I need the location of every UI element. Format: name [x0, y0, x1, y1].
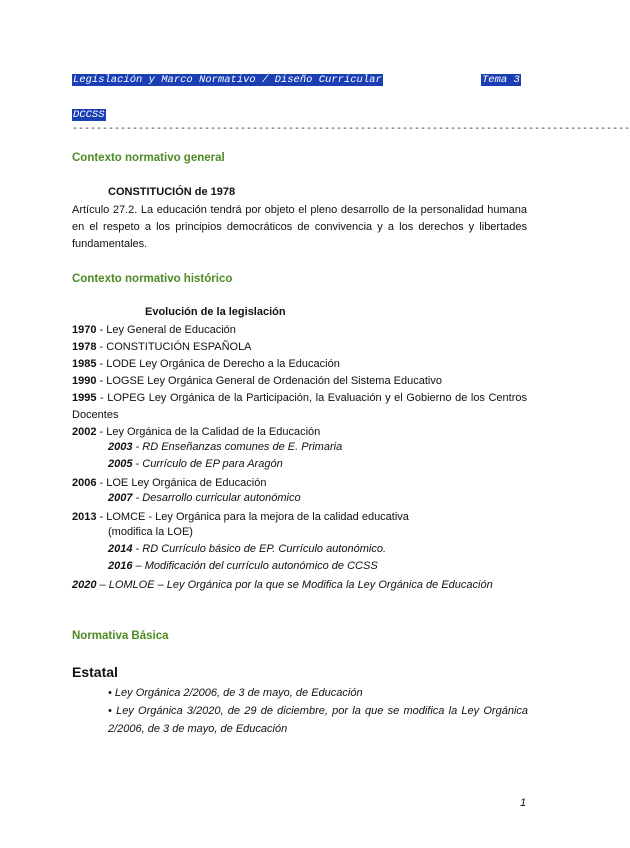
constitution-title: CONSTITUCIÓN de 1978 — [108, 186, 236, 198]
history-entry: 1970 - Ley General de Educación — [72, 324, 236, 336]
header-title: Legislación y Marco Normativo / Diseño Curricular — [73, 74, 382, 86]
history-subentry: 2007 - Desarrollo curricular autonómico — [108, 492, 301, 504]
history-entry: 1995 - LOPEG Ley Orgánica de la Participación, la Evaluación y el Gobierno de los Centros Docentes — [72, 392, 527, 421]
history-entry: 2006 - LOE Ley Orgánica de Educación — [72, 477, 267, 489]
header-divider: --------------------------------------------------------------------------------------------- — [72, 124, 630, 135]
history-subentry: 2005 - Currículo de EP para Aragón — [108, 458, 283, 470]
list-item: • Ley Orgánica 3/2020, de 29 de diciembre, por la que se modifica la Ley Orgánica 2/2006, de 3 de mayo, de Educación — [108, 705, 528, 735]
history-entry: 1990 - LOGSE Ley Orgánica General de Ordenación del Sistema Educativo — [72, 375, 442, 387]
section-heading-historic: Contexto normativo histórico — [72, 273, 233, 285]
history-subentry: 2014 - RD Currículo básico de EP. Currículo autonómico. — [108, 543, 386, 555]
running-header — [72, 74, 532, 88]
history-subentry: 2003 - RD Enseñanzas comunes de E. Primaria — [108, 441, 343, 453]
history-entry: 2002 - Ley Orgánica de la Calidad de la Educación — [72, 426, 321, 438]
header-tema: Tema 3 — [482, 74, 520, 86]
history-subentry: 2016 – Modificación del currículo autonómico de CCSS — [108, 560, 378, 572]
header-subject: DCCSS — [73, 109, 105, 121]
estatal-heading: Estatal — [72, 664, 118, 680]
history-entry: 1985 - LODE Ley Orgánica de Derecho a la Educación — [72, 358, 340, 370]
list-item: • Ley Orgánica 2/2006, de 3 de mayo, de Educación — [108, 687, 363, 699]
page-number: 1 — [520, 797, 527, 809]
history-entry: 2013 - LOMCE - Ley Orgánica para la mejora de la calidad educativa — [72, 511, 409, 523]
article-paragraph: Artículo 27.2. La educación tendrá por objeto el pleno desarrollo de la personalidad humana en el respeto a los principios democráticos de convivencia y a los derechos y libertades fundamentales. — [72, 204, 527, 250]
section-heading-normativa: Normativa Básica — [72, 630, 169, 642]
lomce-note: (modifica la LOE) — [108, 526, 193, 538]
history-entry: 1978 - CONSTITUCIÓN ESPAÑOLA — [72, 341, 252, 353]
history-entry-lomloe: 2020 – LOMLOE – Ley Orgánica por la que se Modifica la Ley Orgánica de Educación — [72, 579, 493, 591]
section-heading-general: Contexto normativo general — [72, 152, 225, 164]
evolution-title: Evolución de la legislación — [145, 306, 286, 318]
